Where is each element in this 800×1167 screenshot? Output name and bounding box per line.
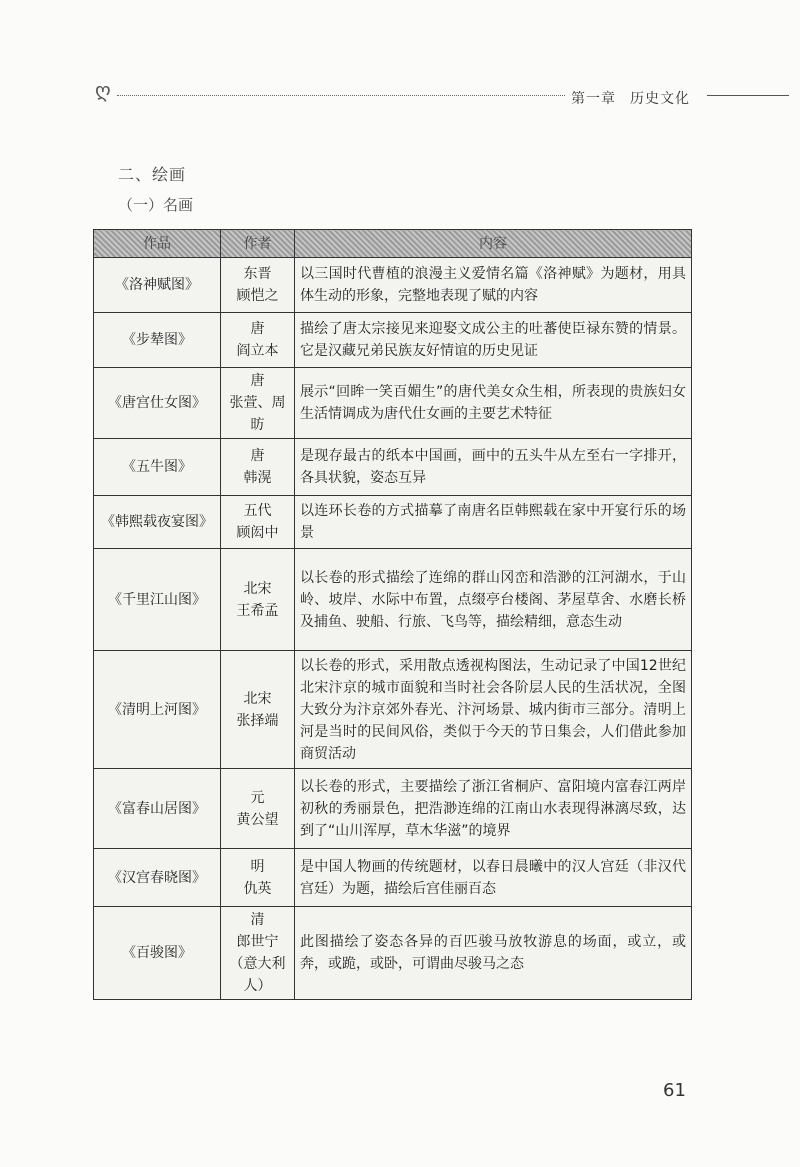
author-name: 张萱、周昉 [229, 395, 286, 433]
work-title: 《韩熙载夜宴图》 [94, 496, 221, 549]
table-row [94, 769, 692, 849]
table-row [94, 651, 692, 769]
column-header-work: 作品 [94, 230, 221, 258]
work-title: 《清明上河图》 [94, 651, 221, 769]
work-description: 以长卷的形式，主要描绘了浙江省桐庐、富阳境内富春江两岸初秋的秀丽景色，把浩渺连绵的江南山水表现得淋漓尽致，达到了“山川浑厚，草木华滋”的境界 [295, 769, 692, 849]
table-row [94, 368, 692, 439]
author-dynasty: 北宋 [243, 690, 272, 707]
table-header-row [94, 230, 692, 258]
author-dynasty: 五代 [243, 503, 272, 519]
work-title: 《步辇图》 [94, 313, 221, 368]
author-name: 顾恺之 [236, 288, 279, 304]
work-description: 是中国人物画的传统题材，以春日晨曦中的汉人宫廷（非汉代宫廷）为题，描绘后宫佳丽百态 [295, 849, 692, 907]
column-header-author: 作者 [221, 230, 295, 258]
author-dynasty: 唐 [250, 373, 265, 389]
table-row [94, 907, 692, 1000]
chapter-heading [565, 88, 696, 108]
author-dynasty: 唐 [250, 448, 265, 464]
work-description: 以长卷的形式，采用散点透视构图法，生动记录了中国12世纪北宋汴京的城市面貌和当时社会各阶层人民的生活状况，全图大致分为汴京郊外春光、汴河场景、城内街市三部分。清明上河是当时的民间风俗，类似于今天的节日集会，人们借此参加商贸活动 [295, 651, 692, 769]
work-title: 《唐宫仕女图》 [94, 368, 221, 439]
author-name: 郎世宁 [236, 934, 279, 950]
work-author [221, 439, 295, 496]
author-name: 张择端 [236, 712, 279, 729]
work-description: 以三国时代曹植的浪漫主义爱情名篇《洛神赋》为题材，用具体生动的形象，完整地表现了赋的内容 [295, 258, 692, 313]
author-dynasty: 清 [250, 912, 265, 928]
work-description: 展示“回眸一笑百媚生”的唐代美女众生相，所表现的贵族妇女生活情调成为唐代仕女画的主要艺术特征 [295, 368, 692, 439]
header-rule-left [117, 95, 627, 96]
work-title: 《洛神赋图》 [94, 258, 221, 313]
table-row [94, 313, 692, 368]
author-note: （意大利人） [229, 956, 286, 994]
work-title: 《富春山居图》 [94, 769, 221, 849]
table-row [94, 549, 692, 651]
work-title: 《五牛图》 [94, 439, 221, 496]
author-name: 阎立本 [236, 343, 279, 359]
author-name: 黄公望 [236, 811, 279, 828]
author-dynasty: 唐 [250, 321, 265, 337]
work-description: 以连环长卷的方式描摹了南唐名臣韩熙载在家中开宴行乐的场景 [295, 496, 692, 549]
section-title: 二、绘画 [118, 165, 187, 184]
work-author [221, 769, 295, 849]
work-author [221, 651, 295, 769]
sprout-ornament-icon: ღ [95, 78, 111, 102]
table-row [94, 258, 692, 313]
work-description: 描绘了唐太宗接见来迎娶文成公主的吐蕃使臣禄东赞的情景。它是汉藏兄弟民族友好情谊的历史见证 [295, 313, 692, 368]
work-title: 《汉宫春晓图》 [94, 849, 221, 907]
work-description: 以长卷的形式描绘了连绵的群山冈峦和浩渺的江河湖水，于山岭、坡岸、水际中布置，点缀亭台楼阁、茅屋草舍、水磨长桥及捕鱼、驶船、行旅、飞鸟等，描绘精细，意态生动 [295, 549, 692, 651]
running-header [95, 78, 790, 108]
work-title: 《百骏图》 [94, 907, 221, 1000]
author-dynasty: 东晋 [243, 266, 272, 282]
work-author [221, 258, 295, 313]
author-dynasty: 明 [250, 858, 265, 875]
author-dynasty: 元 [250, 789, 265, 806]
author-name: 王希孟 [236, 602, 279, 619]
work-author [221, 368, 295, 439]
author-name: 韩滉 [243, 470, 272, 486]
author-name: 仇英 [243, 880, 272, 897]
table-row [94, 849, 692, 907]
work-author [221, 549, 295, 651]
subsection-title: （一）名画 [118, 196, 194, 214]
chapter-title: 历史文化 [630, 91, 690, 107]
chapter-label: 第一章 [571, 91, 616, 107]
table-row [94, 496, 692, 549]
work-author [221, 907, 295, 1000]
column-header-content: 内容 [295, 230, 692, 258]
work-title: 《千里江山图》 [94, 549, 221, 651]
work-author [221, 313, 295, 368]
work-author [221, 849, 295, 907]
work-author [221, 496, 295, 549]
author-name: 顾闳中 [236, 525, 279, 541]
page-number: 61 [663, 1080, 686, 1101]
work-description: 此图描绘了姿态各异的百匹骏马放牧游息的场面，或立，或奔，或跪，或卧，可谓曲尽骏马之态 [295, 907, 692, 1000]
work-description: 是现存最古的纸本中国画，画中的五头牛从左至右一字排开，各具状貌，姿态互异 [295, 439, 692, 496]
table-row [94, 439, 692, 496]
paintings-table [93, 229, 692, 1000]
header-rule-right [707, 95, 789, 96]
author-dynasty: 北宋 [243, 580, 272, 597]
